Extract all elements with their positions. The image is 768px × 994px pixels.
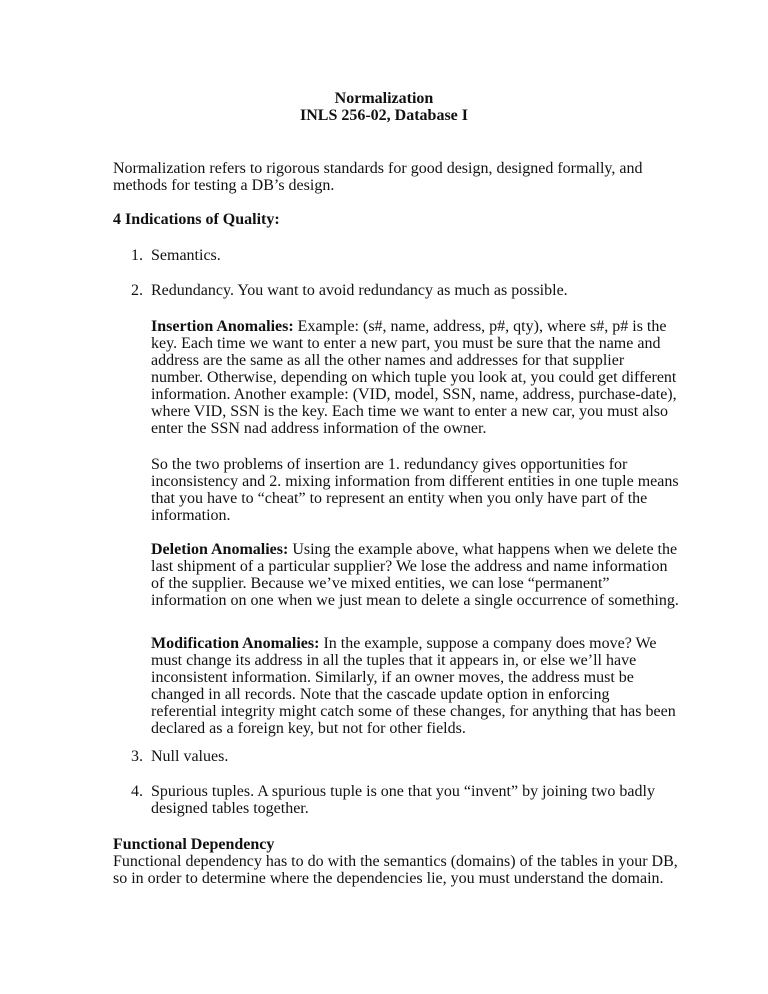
- functional-dependency-line: so in order to determine where the dependencies lie, you must understand the domain.: [113, 870, 664, 887]
- deletion-first-line: [151, 541, 751, 558]
- functional-dependency-line: Functional dependency has to do with the semantics (domains) of the tables in your DB,: [113, 853, 678, 870]
- modification-anomalies-paragraph: [151, 635, 751, 737]
- insertion-first-line: [151, 318, 751, 335]
- spurious-tuples-line: designed tables together.: [151, 800, 309, 817]
- deletion-anomalies-paragraph: [151, 541, 751, 609]
- modification-line: inconsistent information. Similarly, if an owner moves, the address must be: [151, 669, 634, 686]
- deletion-line: of the supplier. Because we’ve mixed entities, we can lose “permanent”: [151, 575, 610, 592]
- deletion-line: last shipment of a particular supplier? We lose the address and name information: [151, 558, 668, 575]
- list-item-null-values: Null values.: [151, 748, 229, 765]
- modification-line: changed in all records. Note that the cascade update option in enforcing: [151, 686, 610, 703]
- modification-first-line: [151, 635, 751, 652]
- deletion-line: information on one when we just mean to delete a single occurrence of something.: [151, 592, 679, 609]
- functional-dependency-heading: Functional Dependency: [113, 836, 275, 853]
- modification-first-line-text: In the example, suppose a company does move? We: [319, 635, 657, 652]
- deletion-label: Deletion Anomalies:: [151, 541, 289, 558]
- insertion-problems-line: inconsistency and 2. mixing information from different entities in one tuple means: [151, 473, 679, 490]
- insertion-problems-line: information.: [151, 507, 231, 524]
- list-item-redundancy: Redundancy. You want to avoid redundancy as much as possible.: [151, 282, 568, 299]
- list-item-semantics: Semantics.: [151, 247, 221, 264]
- modification-label: Modification Anomalies:: [151, 635, 320, 652]
- deletion-first-line-text: Using the example above, what happens when we delete the: [288, 541, 678, 558]
- list-number: 1.: [131, 247, 143, 264]
- quality-heading: 4 Indications of Quality:: [113, 211, 280, 228]
- intro-line: Normalization refers to rigorous standards for good design, designed formally, and: [113, 160, 643, 177]
- document-title: Normalization: [334, 90, 434, 107]
- modification-line: must change its address in all the tuples that it appears in, or else we’ll have: [151, 652, 637, 669]
- insertion-line: enter the SSN nad address information of the owner.: [151, 420, 487, 437]
- insertion-problems-line: So the two problems of insertion are 1. redundancy gives opportunities for: [151, 456, 628, 473]
- insertion-line: where VID, SSN is the key. Each time we want to enter a new car, you must also: [151, 403, 668, 420]
- insertion-line: key. Each time we want to enter a new part, you must be sure that the name and: [151, 335, 661, 352]
- insertion-problems-paragraph: [151, 456, 751, 524]
- document-subtitle: INLS 256-02, Database I: [299, 107, 468, 124]
- intro-paragraph: [113, 160, 743, 194]
- insertion-label: Insertion Anomalies:: [151, 318, 294, 335]
- list-number: 4.: [131, 783, 143, 800]
- insertion-anomalies-paragraph: [151, 318, 751, 437]
- intro-line: methods for testing a DB’s design.: [113, 177, 335, 194]
- list-item-spurious-tuples: [151, 783, 751, 817]
- modification-line: declared as a foreign key, but not for other fields.: [151, 720, 466, 737]
- spurious-tuples-line: Spurious tuples. A spurious tuple is one that you “invent” by joining two badly: [151, 783, 655, 800]
- insertion-line: information. Another example: (VID, model, SSN, name, address, purchase-date),: [151, 386, 677, 403]
- insertion-line: number. Otherwise, depending on which tuple you look at, you could get different: [151, 369, 677, 386]
- modification-line: referential integrity might catch some of these changes, for anything that has been: [151, 703, 676, 720]
- list-number: 3.: [131, 748, 143, 765]
- insertion-problems-line: that you have to “cheat” to represent an entity when you only have part of the: [151, 490, 648, 507]
- list-number: 2.: [131, 282, 143, 299]
- insertion-first-line-text: Example: (s#, name, address, p#, qty), where s#, p# is the: [293, 318, 667, 335]
- functional-dependency-section: [113, 836, 743, 887]
- insertion-line: address are the same as all the other names and addresses for that supplier: [151, 352, 625, 369]
